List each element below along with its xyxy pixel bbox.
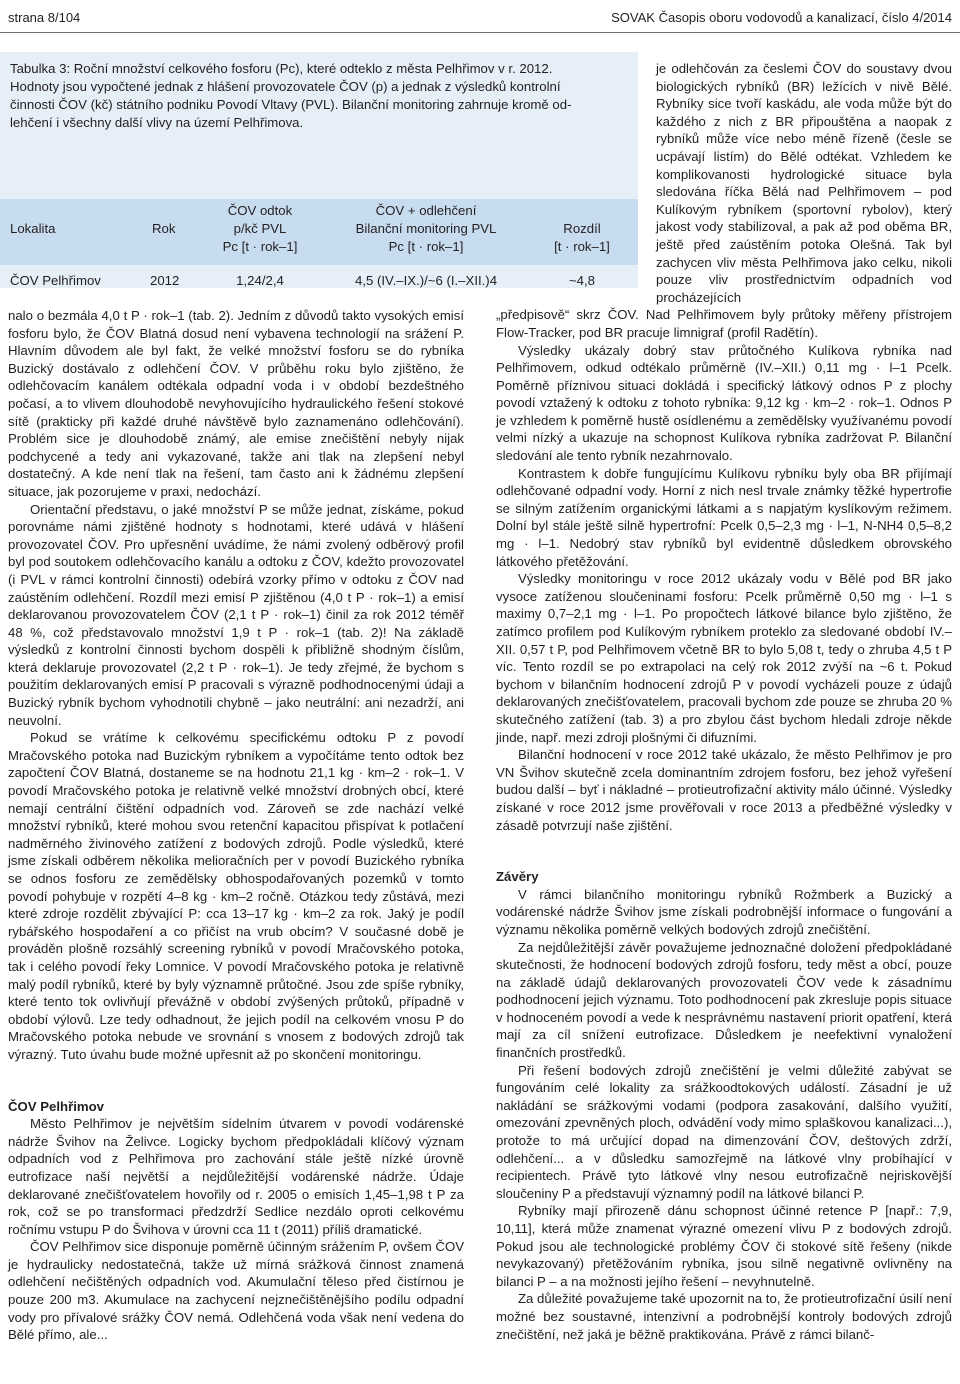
td-cov-odlehceni: 4,5 (IV.–IX.)/~6 (I.–XII.)4 — [354, 273, 498, 288]
column-right — [496, 60, 952, 1343]
paragraph: Výsledky monitoringu v roce 2012 ukázaly vodu v Bělé pod BR jako vysoce zatíženou sloučeninami fosforu: Pcelk průměrně 0,50 mg · l–1 s maximy 0,7–2,1 mg · l–1. Po propočtech látkové bilance bylo zjištěno, že zatímco profilem pod Kulíkovým rybníkem proteklo za sledované období IV.–XII. 0,57 t P, pod Pelhřimovem včetně BR to bylo 5,08 t, tedy o zhruba 4,5 t P víc. Tento rozdíl se po extrapolaci na celý rok 2012 zvýší na ~6 t. Pokud bychom v bilančním hodnocení zdrojů P v povodí vycházeli pouze z údajů deklarovaných znečišťovatelem, pracovali bychom zde pouze se zhruba 20 % skutečného zatížení (tab. 3) a pro zbylou část bychom hledali zdroje někde jinde, např. mezi zdroji plošnými či difuzními. — [496, 571, 952, 745]
th-rozdil-1: Rozdíl — [563, 221, 601, 236]
page-number: strana 8/104 — [8, 10, 81, 25]
th-cov-odtok-3: Pc [t · rok–1] — [222, 239, 298, 254]
th-cov-odlehceni-1: ČOV + odlehčení — [375, 203, 477, 218]
paragraph: Orientační představu, o jaké množství P se může jednat, získáme, pokud porovnáme námi zjištěné hodnoty s hodnotami, které udává v hlášení provozovatel ČOV. Pro upřesnění uvádíme, že námi zvolený odběrový profil byl pod soutokem odlehčovacího kanálu a odtoku z ČOV, kdežto provozovatel (i PVL v rámci kontrolní činnosti) odebírá vzorky přímo v odtoku z ČOV nad zaústěním odlehčení. Rozdíl mezi emisí P zjištěnou (4,0 t P · rok–1) a emisí deklarovanou provozovatelem ČOV (2,1 t P · rok–1) činil za rok 2012 téměř 48 %, což představovalo množství 1,9 t P · rok–1 (tab. 2)! Na základě výsledků z kontrolní činnosti bychom dospěli k přibližně shodným číslům, která deklaruje provozovatel (2,2 t P · rok–1). Je tedy zřejmé, že bychom s použitím deklarovaných emisí P pracovali s výrazně podhodnocenými údaji a Buzický rybník bychom vyhodnotili chybně – jako neutrální: ani nezadrží, ani neuvolní. — [8, 501, 464, 728]
paragraph: Kontrastem k dobře fungujícímu Kulíkovu rybníku byly oba BR přijímají odlehčované odpadní vody. Horní z nich nesl trvale známky těžké hypertrofie se silným zatížením organickými látkami a s napjatým kyslíkovým režimem. Dolní byl stále ještě silně hypertrofní: Pcelk 0,5–2,3 mg · l–1, N-NH4 0,5–8,2 mg · l–1. Nedobrý stav rybníků byl evidentně důsledkem obrovského látkového přetěžování. — [496, 465, 952, 569]
paragraph: Bilanční hodnocení v roce 2012 také ukázalo, že město Pelhřimov je pro VN Švihov skutečně zcela dominantním zdrojem fosforu, bez jehož vyřešení budou další – byť i nákladné – protieutrofizační aktivity málo účinné. Výsledky získané v roce 2012 jsme prověřovali v roce 2013 a předběžné výsledky v zásadě potvrzují naše zjištění. — [496, 747, 952, 833]
th-cov-odtok-2: p/kč PVL — [233, 221, 287, 236]
td-rozdil: ~4,8 — [568, 273, 596, 288]
paragraph: Pokud se vrátíme k celkovému specifickému odtoku P z povodí Mračovského potoka nad Buzickým rybníkem a vypočítáme tento odtok bez započtení ČOV Blatná, dostaneme se na hodnotu 21,1 kg · km–2 · rok–1. V povodí Mračovského potoka je relativně velké množství drobných obcí, které nemají centrální čištění odpadních vod. Zároveň se zde nachází velké množství rybníků, které mohou svou retenční kapacitou přispívat k potlačení nadměrného živinového zatížení z bodových zdrojů. Podle výsledků, které jsme získali odběrem několika melioračních per v povodí Buzického rybníka se odnos fosforu ze zemědělsky obhospodařovaných pozemků v tomto povodí pohybuje v rozpětí 4–8 kg · km–2 ročně. Otázkou tedy zůstává, mezi které zdroje rozdělit zbývající P: cca 13–17 kg · km–2 za rok. Jaký je podíl rybářského hospodaření a co přičíst na vrub obcím? V současné době je prováděn plošně rozsáhlý screening rybníků v povodí Mračovského potoka, tak i celého povodí řeky Lomnice. V povodí Mračovského potoka je relativně malý podíl rybníků, které by byly významně průtočné. Jsou zde spíše rybníky, které tento tok ovlivňují převážně v období zvýšených průtoků, případně v období výlovů. Lze tedy odhadnout, že jejich podíl na celkovém vnosu P do Mračovského potoka nebude ve srovnání s vnosem z bodových zdrojů tak výrazný. Tuto úvahu bude možné upřesnit až po skončení monitoringu. — [8, 730, 464, 1062]
header-rule — [0, 32, 960, 33]
caption-line: Tabulka 3: Roční množství celkového fosforu (Pc), které odteklo z města Pelhřimov v r. 2012. — [10, 61, 553, 76]
section-gap — [8, 1064, 464, 1098]
caption-line: lehčení i všechny další vlivy na území Pelhřimova. — [10, 115, 304, 130]
td-rok: 2012 — [150, 273, 180, 288]
th-lokalita: Lokalita — [10, 221, 56, 236]
caption-line: činnosti ČOV (kč) státního podniku Povodí Vltavy (PVL). Bilanční monitoring zahrnuje kromě od- — [10, 97, 572, 112]
paragraph: ČOV Pelhřimov sice disponuje poměrně účinným srážením P, ovšem ČOV je hydraulicky nedostatečná, takže už mírná srážková činnost znamená odlehčení nečištěných odpadních vod. Akumulační těleso před čistírnou je pouze 200 m3. Akumulace na zachycení nejznečištěnějšího podílu odpadní vody pro přívalové srážky ČOV nemá. Odlehčená voda však není vedena do Bělé přímo, ale... — [8, 1239, 464, 1343]
paragraph: Za nejdůležitější závěr považujeme jednoznačné doložení předpokládané skutečnosti, že hodnocení bodových zdrojů fosforu, tedy měst a obcí, pouze na základě údajů deklarovaných provozovateli ČOV vede k zásadnímu podhodnocení jejich významu. Toto podhodnocení pak zkresluje popis situace v hodnoceném povodí a vede k nesprávnému nastavení priorit opatření, která mají za cíl snížení eutrofizace. Důsledkem je neefektivní vynaložení finančních prostředků. — [496, 939, 952, 1061]
paragraph: Město Pelhřimov je největším sídelním útvarem v povodí vodárenské nádrže Švihov na Želivce. Logicky bychom předpokládali klíčový význam odpadních vod z Pelhřimova pro zachování stále ještě nízké úrovně eutrofizace naší největší a nejdůležitější vodárenské nádrže. Údaje deklarované znečišťovatelem hovořily od r. 2005 o emisích 1,45–1,98 t P za rok, což se po transformaci předzdrží Sedlice nezdálo oproti celkovému ročnímu vstupu P do Švihova v úrovni cca 11 t (2011) příliš dramatické. — [8, 1116, 464, 1237]
paragraph: Výsledky ukázaly dobrý stav průtočného Kulíkova rybníka nad Pelhřimovem, odkud odtékalo průměrně (IV.–XII.) 0,11 mg · l–1 Pcelk. Poměrně příznivou situaci dokládá i specifický látkový odnos P z plochy povodí vztažený k odtoku z tohoto rybníka: 9,12 kg · km–2 · rok–1. Odnos P je vzhledem k poměrně hustě osídlenému a zemědělsky využívanému povodí velmi nízký a ukazuje na schopnost Kulíkova rybníka zadržovat P. Bilanční sledování ale tento rybník nezahrnovalo. — [496, 342, 952, 464]
paragraph: je odlehčován za česlemi ČOV do soustavy dvou biologických rybníků (BR) ležících v nivě Bělé. Rybníky sice tvoří kaskádu, ale voda může být do každého z nich z BR připouštěna a naopak z rybníků může více nebo méně řízeně (česle se ucpávají listím) do Bělé odtékat. Vzhledem ke komplikovanosti hydrologické situace byla sledována říčka Bělá nad Pelhřimovem – pod Kulíkovým rybníkem (sportovní rybolov), který jakost vody stabilizoval, a pak až pod oběma BR, ještě před zaústěním potoka Olešná. Tak byl zachycen vliv města Pelhřimova jako celku, nikoli pouze vliv prostřednictvím odpadních vod procházejících — [656, 61, 952, 305]
section-gap — [496, 834, 952, 868]
th-cov-odlehceni-3: Pc [t · rok–1] — [388, 239, 464, 254]
th-rok: Rok — [152, 221, 176, 236]
paragraph: V rámci bilančního monitoringu rybníků Rožmberk a Buzický a vodárenské nádrže Švihov jsme získali podrobnější informace o fungování a významu několika poměrně velkých bodových zdrojů znečištění. — [496, 886, 952, 937]
td-lokalita: ČOV Pelhřimov — [10, 273, 101, 288]
section-heading: Závěry — [496, 869, 539, 885]
caption-line: Hodnoty jsou vypočtené jednak z hlášení provozovatele ČOV (p) a jednak z výsledků kontrolní — [10, 79, 561, 94]
paragraph: Při řešení bodových zdrojů znečištění je velmi důležité zabývat se fungováním celé lokality za srážkoodtokových událostí. Zásadní je už nakládání se srážkovými vodami (podpora zasakování, dalšího využití, omezování zpevněných ploch, odvádění vody mimo splaškovou kanalizaci...), protože to má určující dopad na dimenzování ČOV, deštových zdrží, odlehčení... a v důsledku samozřejmě na látkové vlny probíhající v recipientech. Právě tyto látkové vlny nesou eutrofizačně nejriskovější sloučeniny P a představují významný podíl na látkové bilanci P. — [496, 1062, 952, 1201]
journal-title: SOVAK Časopis oboru vodovodů a kanalizací, číslo 4/2014 — [611, 10, 952, 25]
section-heading: ČOV Pelhřimov — [8, 1098, 105, 1114]
column-left — [8, 307, 464, 1344]
paragraph: Rybníky mají přirozeně dánu schopnost účinné retence P [např.: 7,9, 10,11], která může znamenat výrazné omezení vlivu P z bodových zdrojů. Pokud jsou ale technologické problémy ČOV či stokové sítě řešeny (nikde nevykazovaný) přetěžováním rybníka, jsou silně negativně ovlivněny na bilanci P – a na možnosti jejího řešení – nevyhnutelně. — [496, 1203, 952, 1289]
th-cov-odtok-1: ČOV odtok — [227, 203, 293, 218]
paragraph: Za důležité považujeme také upozornit na to, že protieutrofizační úsilí není možné bez soustavné, intenzivní a podrobnější kontroly bodových zdrojů znečištění, než jaká je běžně praktikována. Právě z rámci bilanč- — [496, 1291, 952, 1342]
paragraph: nalo o bezmála 4,0 t P · rok–1 (tab. 2). Jedním z důvodů takto vysokých emisí fosforu bylo, že ČOV Blatná dosud není vybavena technologií na srážení P. Hlavním důvodem ale byl fakt, že velké množství fosforu se do rybníka Buzický dostávalo z odlehčení ČOV. V průběhu roku bylo zjištěno, že odlehčovacím kanálem odtékala odpadní voda i v období bezdeštného počasí, a to vlivem dlouhodobě nevyhovujícího hydraulického řešení stokové sítě (prakticky při každé druhé návštěvě bylo zaznamenáno odlehčování). Problém sice je dlouhodobě známý, ale emise znečištění nebyly nijak podchycené a tedy ani vykazované, takže ani tlak na zlepšení nebyl dostatečný. A kde není tlak na řešení, tam často ani k žádnému zlepšení situace, jak pozorujeme v praxi, nedochází. — [8, 308, 464, 499]
th-rozdil-2: [t · rok–1] — [554, 239, 610, 254]
td-cov-odtok: 1,24/2,4 — [236, 273, 284, 288]
paragraph: „předpisově“ skrz ČOV. Nad Pelhřimovem byly průtoky měřeny přístrojem Flow-Tracker, pod BR pracuje limnigraf (profil Radětín). — [496, 307, 952, 340]
th-cov-odlehceni-2: Bilanční monitoring PVL — [355, 221, 497, 236]
